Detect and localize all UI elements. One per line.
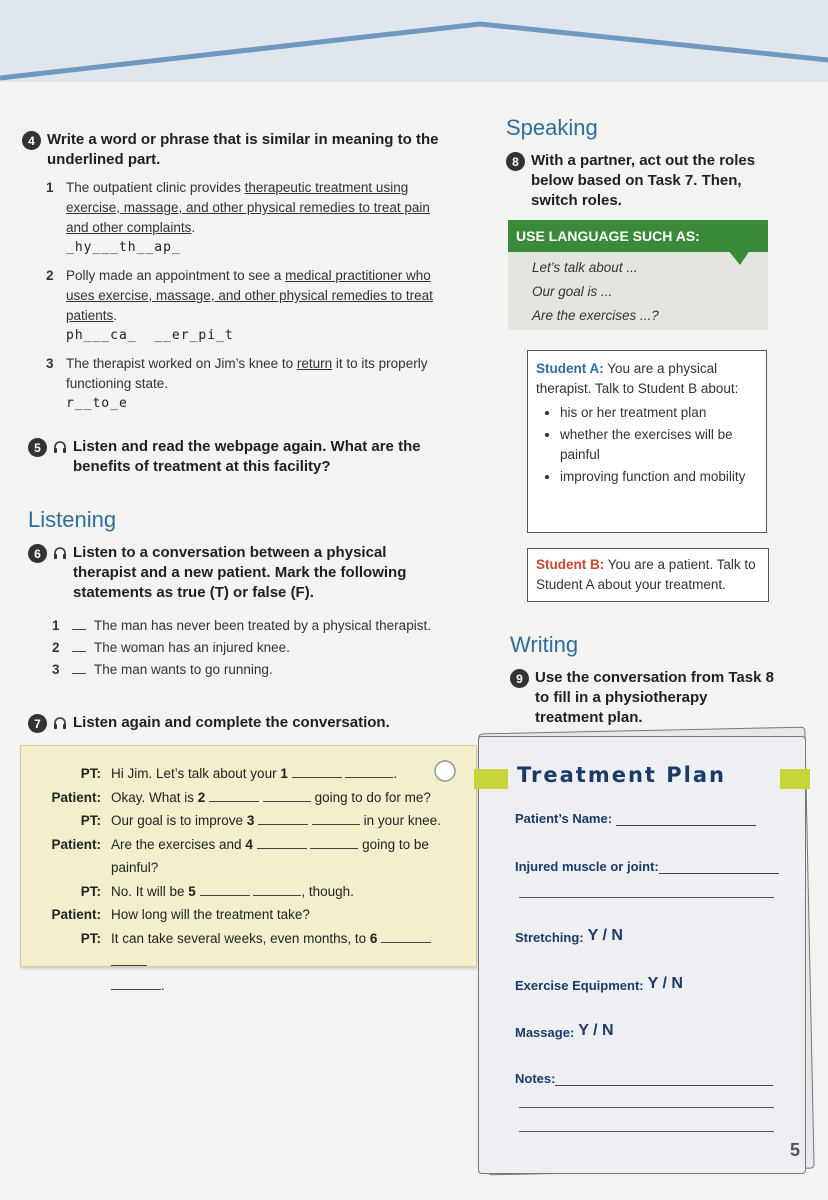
field-label: Patient’s Name: (515, 811, 613, 826)
gap-number: 4 (245, 836, 253, 852)
yes-no-choice[interactable]: Y / N (578, 1022, 614, 1039)
yes-no-choice[interactable]: Y / N (587, 927, 623, 944)
speaker-label: PT: (80, 813, 101, 828)
page-number: 5 (790, 1140, 801, 1160)
language-phrase: Are the exercises ...? (532, 308, 659, 323)
underlined-phrase: return (296, 356, 333, 371)
letter-gap[interactable]: ph___ca_ __er_pi_t (66, 328, 234, 343)
speaker-label: PT: (80, 766, 101, 781)
listening-section (28, 507, 453, 733)
dialogue-text (111, 809, 459, 833)
line-text: , though. (301, 883, 354, 899)
dialogue-line (29, 786, 459, 810)
language-box (508, 220, 768, 330)
item-number: 2 (52, 640, 60, 655)
answer-blank[interactable] (72, 615, 86, 630)
page-header-line (0, 0, 828, 90)
speaker-label: PT: (80, 930, 101, 946)
item-body (66, 178, 452, 258)
vocab-item (46, 178, 452, 258)
answer-blank[interactable] (72, 659, 86, 674)
input-line[interactable] (519, 1107, 774, 1108)
line-text: going to be painful? (111, 836, 429, 875)
section-title: Writing (510, 632, 579, 657)
task-instruction: Listen to a conversation between a physical therapist and a new patient. Mark the following statements as true (T) or false (F). (73, 544, 407, 601)
student-a-text: You are a physical therapist. Talk to Student B about: (536, 361, 739, 396)
gap-number: 2 (197, 789, 206, 805)
task-number: 9 (510, 669, 529, 688)
student-a-box (527, 350, 767, 533)
underlined-phrase: therapeutic treatment using exercise, massage, and other physical remedies to treat pain and other complaints (66, 180, 430, 235)
student-b-box (527, 548, 769, 602)
task-number: 7 (28, 714, 47, 733)
letter-gap[interactable]: r__to_e (66, 396, 128, 411)
gap-number: 3 (246, 813, 255, 828)
dialogue-text (111, 880, 459, 904)
speaker-label: Patient: (51, 907, 101, 922)
patient-name-field[interactable] (515, 811, 756, 826)
answer-line[interactable] (263, 787, 311, 802)
underlined-phrase: medical practitioner who uses exercise, massage, and other physical remedies to treat patients (66, 268, 433, 323)
task-number: 4 (22, 131, 41, 150)
headphones-icon (53, 716, 67, 730)
answer-line[interactable] (292, 763, 342, 778)
bullet-item: • improving function and mobility (560, 467, 758, 487)
true-false-item (52, 615, 453, 637)
line-text: Hi Jim. Let’s talk about your (111, 766, 281, 781)
dialogue-line (29, 809, 459, 833)
dialogue-text (111, 833, 459, 880)
dialogue (29, 762, 459, 997)
answer-line[interactable] (111, 951, 147, 966)
answer-line[interactable] (257, 834, 307, 849)
speaker-label: Patient: (51, 836, 101, 852)
student-a-label: Student A: (536, 361, 604, 376)
item-number: 1 (46, 180, 54, 195)
field-label: Exercise Equipment: (515, 978, 644, 993)
dialogue-text (111, 974, 165, 998)
student-b-text: You are a patient. Talk to Student A about your treatment. (536, 557, 756, 592)
section-title: Listening (28, 507, 117, 532)
gap-number: 1 (280, 766, 288, 781)
answer-line[interactable] (312, 810, 360, 825)
dialogue-line (29, 927, 459, 974)
task-instruction: Write a word or phrase that is similar in meaning to the underlined part. (47, 131, 439, 168)
item-text: The man wants to go running. (94, 662, 273, 677)
answer-line[interactable] (253, 881, 301, 896)
treatment-plan-form (478, 736, 806, 1174)
line-text: Our goal is to improve (111, 813, 247, 828)
answer-blank[interactable] (72, 637, 86, 652)
item-number: 3 (52, 662, 60, 677)
item-text: it to its properly functioning state. (66, 356, 428, 391)
line-text: Are the exercises and (111, 836, 246, 852)
gap-number: 6 (369, 930, 378, 946)
line-text: going to do for me? (310, 789, 431, 805)
vocab-item (46, 266, 452, 346)
answer-line[interactable] (258, 810, 308, 825)
input-line[interactable] (659, 859, 779, 874)
dialogue-text (111, 762, 459, 786)
item-text: . (113, 308, 118, 323)
dialogue-line (29, 880, 459, 904)
item-number: 2 (46, 268, 54, 283)
input-line[interactable] (519, 897, 774, 898)
answer-line[interactable] (111, 975, 161, 990)
gap-number: 5 (188, 883, 196, 899)
speaker-label: Patient: (51, 789, 101, 805)
item-text: . (191, 220, 196, 235)
dialogue-line (29, 974, 459, 998)
massage-field[interactable] (515, 1022, 614, 1040)
answer-line[interactable] (345, 763, 393, 778)
line-text: . (393, 766, 398, 781)
language-box-heading: USE LANGUAGE SUCH AS: (508, 220, 768, 252)
writing-section (510, 632, 780, 728)
input-line[interactable] (519, 1131, 774, 1132)
task-5 (28, 437, 448, 477)
task-instruction: With a partner, act out the roles below based on Task 7. Then, switch roles. (531, 152, 756, 209)
speaker-spacer (29, 974, 101, 998)
speech-pointer-icon (728, 250, 750, 266)
answer-line[interactable] (381, 928, 431, 943)
headphones-icon (53, 440, 67, 454)
task-4-items (46, 178, 452, 414)
task-number: 6 (28, 544, 47, 563)
dialogue-line (29, 762, 459, 786)
field-label: Massage: (515, 1025, 575, 1040)
letter-gap[interactable]: _hy___th__ap_ (66, 240, 181, 255)
speaking-section (506, 115, 776, 211)
true-false-items (52, 615, 453, 681)
yes-no-choice[interactable]: Y / N (647, 975, 683, 992)
bullet-item: • whether the exercises will be painful (560, 425, 758, 465)
item-text: The therapist worked on Jim’s knee to (66, 356, 297, 371)
task-4 (22, 130, 452, 414)
language-phrase: Let’s talk about ... (532, 260, 638, 275)
vocab-item (46, 354, 452, 414)
dialogue-text (111, 786, 459, 810)
item-number: 3 (46, 356, 54, 371)
stretching-field[interactable] (515, 927, 623, 945)
task-instruction: Listen again and complete the conversation. (73, 714, 390, 731)
dialogue-line (29, 833, 459, 880)
line-text: Okay. What is (111, 789, 198, 805)
task-instruction: Listen and read the webpage again. What are the benefits of treatment at this facility? (73, 438, 421, 475)
title-bar-left (474, 769, 508, 789)
title-bar-right (780, 769, 810, 789)
dialogue-card (20, 745, 477, 993)
line-text: How long will the treatment take? (111, 907, 310, 922)
student-a-bullets (536, 403, 758, 487)
answer-line[interactable] (209, 787, 259, 802)
task-number: 8 (506, 152, 525, 171)
notes-field[interactable] (515, 1071, 773, 1086)
dialogue-text (111, 903, 459, 927)
line-text: in your knee. (359, 813, 441, 828)
student-b-label: Student B: (536, 557, 605, 572)
answer-line[interactable] (310, 834, 358, 849)
item-body (66, 266, 452, 346)
true-false-item (52, 659, 453, 681)
line-text: It can take several weeks, even months, to (111, 930, 370, 946)
field-label: Stretching: (515, 930, 584, 945)
item-text: Polly made an appointment to see a (66, 268, 286, 283)
field-label: Notes: (515, 1071, 556, 1086)
language-phrase: Our goal is ... (532, 284, 613, 299)
equipment-field[interactable] (515, 975, 683, 993)
section-title: Speaking (506, 115, 598, 140)
item-text: The outpatient clinic provides (66, 180, 245, 195)
line-text: . (161, 977, 165, 993)
true-false-item (52, 637, 453, 659)
injured-field[interactable] (515, 859, 779, 874)
item-text: The man has never been treated by a physical therapist. (94, 618, 431, 633)
dialogue-text (111, 927, 459, 974)
item-number: 1 (52, 618, 60, 633)
bullet-item: • his or her treatment plan (560, 403, 758, 423)
field-label: Injured muscle or joint: (515, 859, 659, 874)
answer-line[interactable] (200, 881, 250, 896)
dialogue-line (29, 903, 459, 927)
input-line[interactable] (555, 1071, 773, 1086)
plan-title: Treatment Plan (517, 763, 726, 787)
task-number: 5 (28, 438, 47, 457)
item-text: The woman has an injured knee. (94, 640, 290, 655)
item-body (66, 354, 452, 414)
headphones-icon (53, 546, 67, 560)
task-instruction: Use the conversation from Task 8 to fill in a physiotherapy treatment plan. (535, 669, 774, 726)
line-text: No. It will be (111, 883, 189, 899)
speaker-label: PT: (80, 883, 101, 899)
input-line[interactable] (616, 811, 756, 826)
